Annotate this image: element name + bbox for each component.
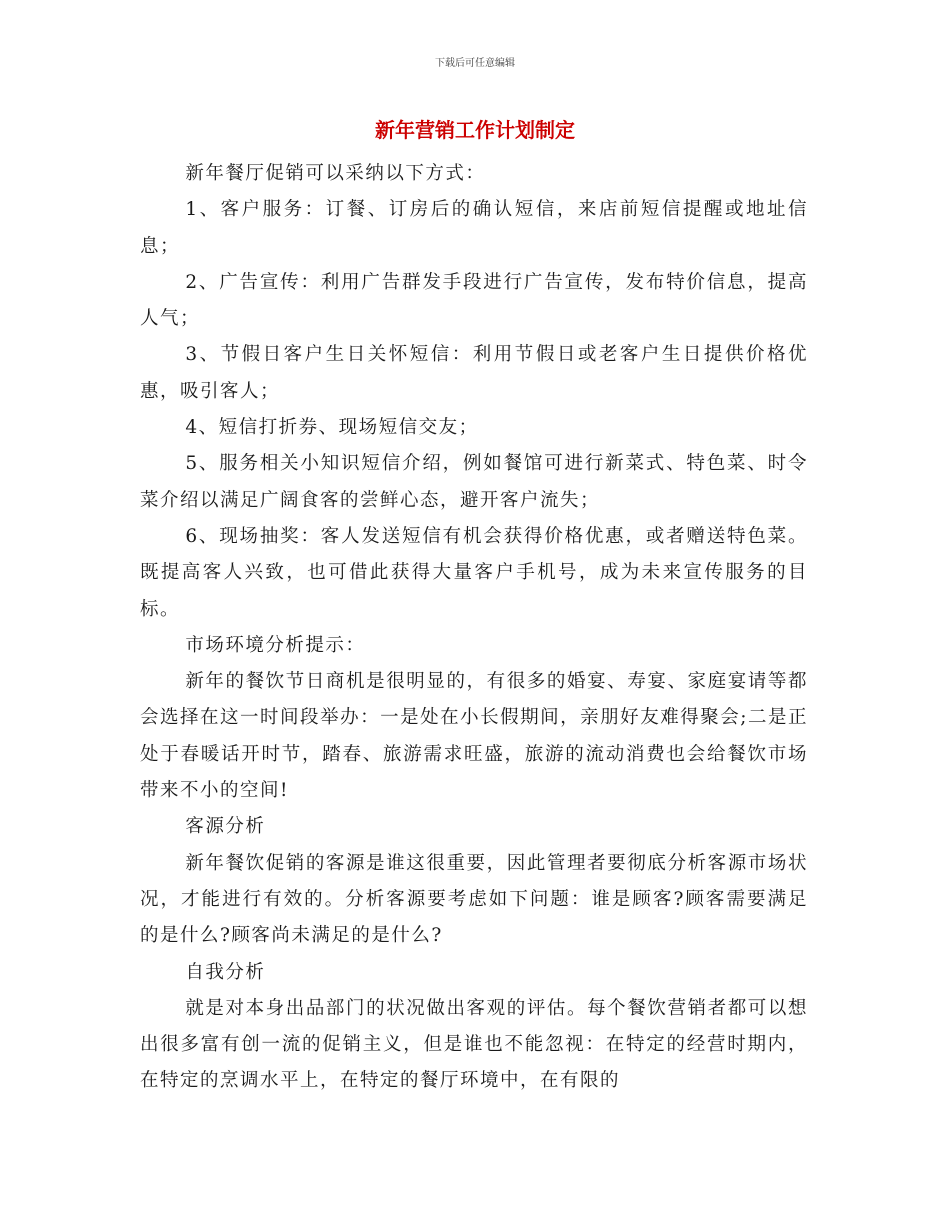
paragraph-item-5: 5、服务相关小知识短信介绍，例如餐馆可进行新菜式、特色菜、时令菜介绍以满足广阔食客的尝鲜心态，避开客户流失；: [140, 453, 808, 511]
paragraph-customers: 新年餐饮促销的客源是谁这很重要，因此管理者要彻底分析客源市场状况，才能进行有效的。分析客源要考虑如下问题：谁是顾客?顾客需要满足的是什么?顾客尚未满足的是什么?: [140, 852, 808, 947]
paragraph-item-3: 3、节假日客户生日关怀短信：利用节假日或老客户生日提供价格优惠，吸引客人；: [140, 344, 808, 402]
paragraph-item-2: 2、广告宣传：利用广告群发手段进行广告宣传，发布特价信息，提高人气；: [140, 271, 808, 330]
document-body: [140, 156, 808, 1100]
paragraph-intro: 新年餐厅促销可以采纳以下方式：: [185, 163, 486, 184]
paragraph-self: 就是对本身出品部门的状况做出客观的评估。每个餐饮营销者都可以想出很多富有创一流的促销主义，但是谁也不能忽视：在特定的经营时期内，在特定的烹调水平上，在特定的餐厅环境中，在有限的: [140, 997, 808, 1092]
document-title: 新年营销工作计划制定: [375, 118, 575, 142]
section-heading-self: 自我分析: [185, 961, 266, 983]
paragraph-item-6: 6、现场抽奖：客人发送短信有机会获得价格优惠，或者赠送特色菜。既提高客人兴致，也可借此获得大量客户手机号，成为未来宣传服务的目标。: [140, 525, 808, 620]
section-heading-customers: 客源分析: [185, 816, 266, 838]
paragraph-market: 新年的餐饮节日商机是很明显的，有很多的婚宴、寿宴、家庭宴请等都会选择在这一时间段举办：一是处在小长假期间，亲朋好友难得聚会;二是正处于春暖话开时节，踏春、旅游需求旺盛，旅游的流动消费也会给餐饮市场带来不小的空间!: [140, 671, 808, 802]
header-note: 下载后可任意编辑: [435, 58, 515, 69]
paragraph-item-1: 1、客户服务：订餐、订房后的确认短信，来店前短信提醒或地址信息；: [140, 199, 808, 257]
paragraph-item-4: 4、短信打折券、现场短信交友；: [185, 417, 479, 439]
section-heading-market: 市场环境分析提示：: [185, 634, 366, 656]
